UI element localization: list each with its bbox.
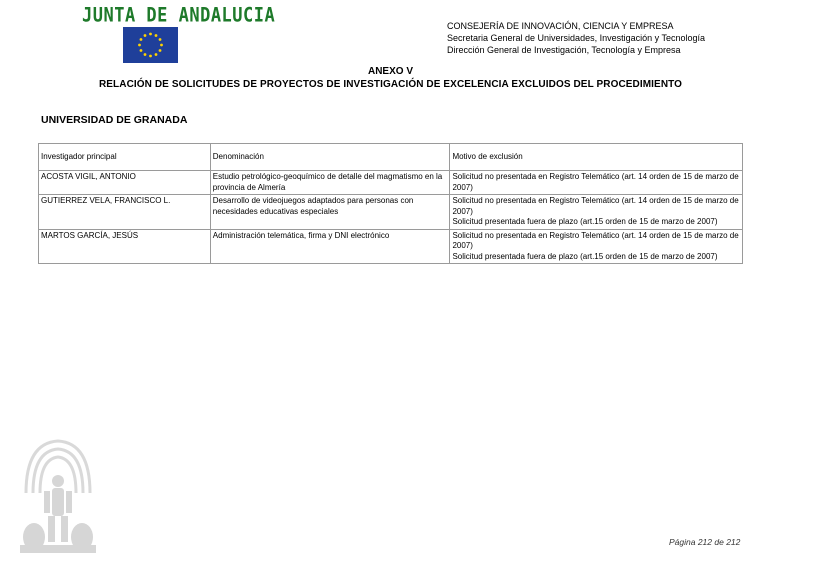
eu-star-icon (155, 34, 158, 37)
investigator-cell: GUTIERREZ VELA, FRANCISCO L. (39, 195, 211, 230)
eu-star-icon (140, 49, 143, 52)
eu-star-icon (144, 53, 147, 56)
header-org-block (447, 20, 705, 56)
eu-star-icon (149, 33, 152, 36)
eu-star-icon (138, 44, 141, 47)
investigator-cell: ACOSTA VIGIL, ANTONIO (39, 171, 211, 195)
table-row (39, 195, 743, 230)
eu-star-icon (140, 38, 143, 41)
exclusion-reason: Solicitud presentada fuera de plazo (art.15 orden de 15 de marzo de 2007) (452, 251, 718, 261)
org-line: Dirección General de Investigación, Tecnología y Empresa (447, 45, 681, 55)
org-line: CONSEJERÍA DE INNOVACIÓN, CIENCIA Y EMPRESA (447, 21, 674, 31)
investigator-cell: MARTOS GARCÍA, JESÚS (39, 229, 211, 264)
document-title: RELACIÓN DE SOLICITUDES DE PROYECTOS DE INVESTIGACIÓN DE EXCELENCIA EXCLUIDOS DEL PROCEDIMIENTO (98, 79, 683, 90)
table-row (39, 171, 743, 195)
eu-star-icon (149, 55, 152, 58)
annex-label: ANEXO V (367, 66, 413, 77)
exclusion-reason-cell (450, 171, 743, 195)
andalucia-seal-icon (20, 433, 96, 559)
eu-star-icon (159, 38, 162, 41)
exclusion-reason-cell (450, 229, 743, 264)
column-header: Motivo de exclusión (450, 144, 743, 171)
eu-star-icon (144, 34, 147, 37)
eu-star-icon (155, 53, 158, 56)
exclusion-reason: Solicitud no presentada en Registro Telemático (art. 14 orden de 15 de marzo de 2007) (452, 230, 739, 250)
project-name-cell: Desarrollo de videojuegos adaptados para personas con necesidades educativas especiales (210, 195, 450, 230)
exclusion-reason: Solicitud no presentada en Registro Telemático (art. 14 orden de 15 de marzo de 2007) (452, 172, 739, 192)
university-heading: UNIVERSIDAD DE GRANADA (41, 114, 188, 126)
eu-flag-icon (123, 27, 178, 63)
exclusion-reason-cell (450, 195, 743, 230)
table-header-row (39, 144, 743, 171)
eu-star-icon (159, 49, 162, 52)
exclusion-table (38, 143, 743, 264)
exclusion-reason: Solicitud presentada fuera de plazo (art.15 orden de 15 de marzo de 2007) (452, 217, 718, 226)
project-name-cell: Administración telemática, firma y DNI electrónico (210, 229, 450, 264)
eu-star-icon (160, 44, 163, 47)
column-header: Denominación (210, 144, 450, 171)
table-row (39, 229, 743, 264)
exclusion-reason: Solicitud no presentada en Registro Telemático (art. 14 orden de 15 de marzo de 2007) (452, 196, 739, 216)
project-name-cell: Estudio petrológico-geoquímico de detalle del magmatismo en la provincia de Almería (210, 171, 450, 195)
column-header: Investigador principal (39, 144, 211, 171)
page-number: Página 212 de 212 (669, 537, 741, 547)
junta-logo-text: JUNTA DE ANDALUCIA (82, 4, 276, 27)
org-line: Secretaria General de Universidades, Investigación y Tecnología (447, 33, 705, 43)
